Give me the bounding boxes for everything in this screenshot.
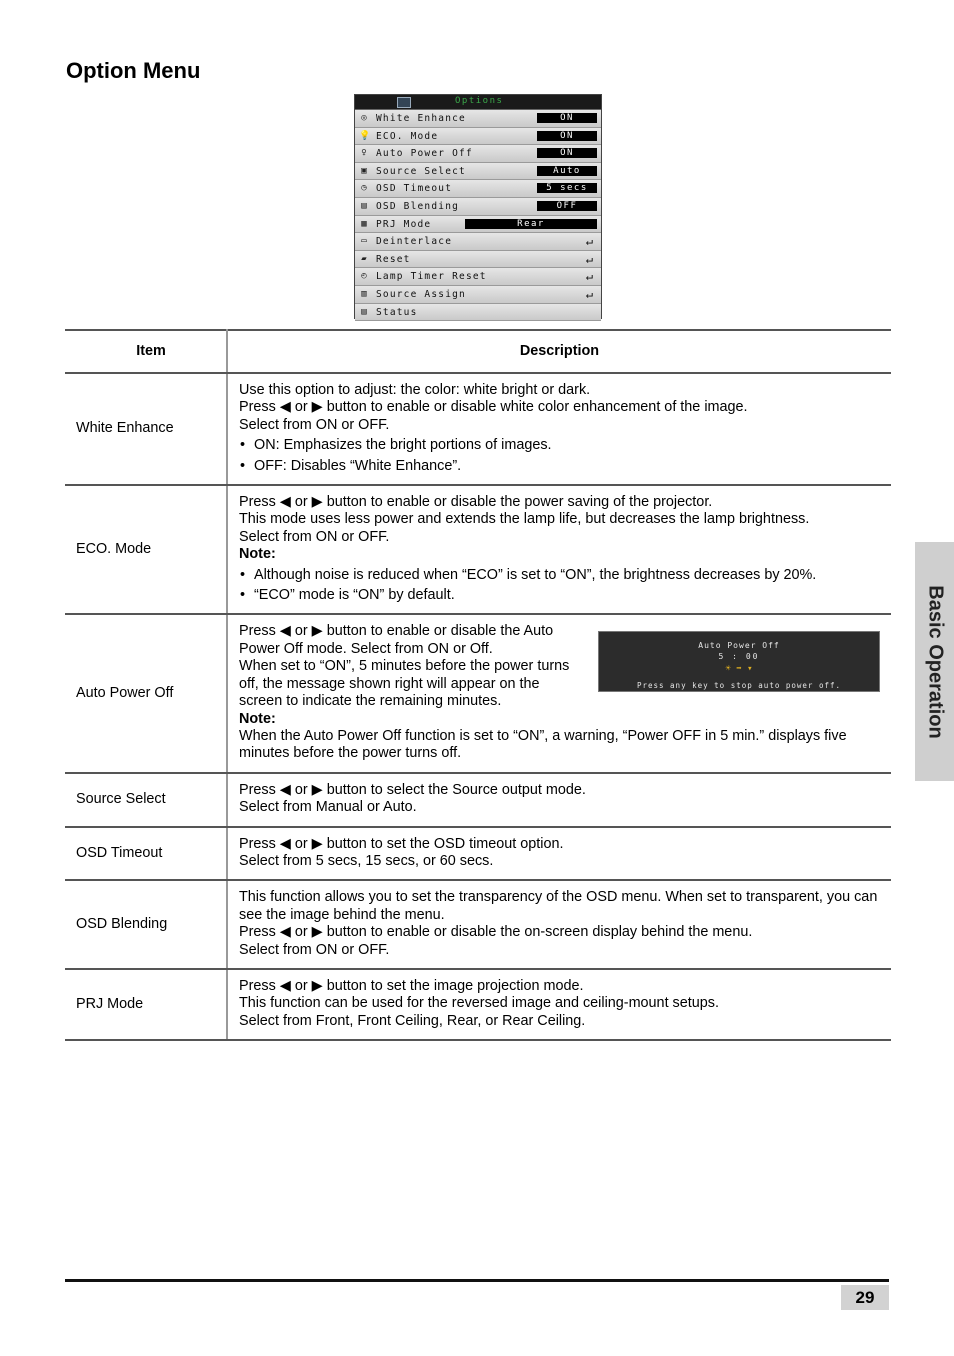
lamp-off-icon: ☀ ➡ ▾ (725, 664, 753, 675)
desc-line: Select from ON or OFF. (239, 528, 390, 545)
table-row-osd-blending (65, 880, 891, 969)
osd-menu-item[interactable] (355, 128, 601, 146)
auto-power-off-screen (598, 631, 880, 692)
item-cell: ECO. Mode (65, 485, 227, 614)
blend-icon: ▤ (361, 200, 367, 211)
item-cell: Auto Power Off (65, 614, 227, 772)
osd-item-value: ON (537, 113, 597, 123)
deinterlace-icon: ▭ (361, 236, 367, 247)
desc-line: Select from ON or OFF. (239, 416, 390, 433)
enter-icon: ↵ (585, 269, 593, 284)
desc-line: When set to “ON”, 5 minutes before the power turns (239, 658, 570, 675)
osd-menu-item[interactable] (355, 198, 601, 216)
options-osd-menu (354, 94, 602, 319)
enter-icon: ↵ (585, 234, 593, 249)
desc-line: off, the message shown right will appear on the (239, 675, 540, 692)
footer-rule (65, 1279, 889, 1282)
enter-icon: ↵ (585, 286, 593, 301)
osd-item-value: Auto (537, 166, 597, 176)
osd-header (355, 95, 601, 110)
item-cell: OSD Timeout (65, 827, 227, 881)
osd-item-value: OFF (537, 201, 597, 211)
table-header-row (65, 330, 891, 373)
osd-title: Options (455, 96, 504, 106)
source-assign-icon: ▥ (361, 288, 367, 299)
desc-line: Select from 5 secs, 15 secs, or 60 secs. (239, 852, 494, 869)
note-text: When the Auto Power Off function is set to “ON”, a warning, “Power OFF in 5 min.” displays five minutes before the power turns off. (239, 727, 847, 762)
table-row-source-select (65, 773, 891, 827)
desc-line: Select from Manual or Auto. (239, 799, 417, 816)
osd-item-label: Auto Power Off (376, 148, 473, 160)
bullet-item: • OFF: Disables “White Enhance”. (239, 458, 881, 475)
status-icon: ▤ (361, 306, 367, 317)
timer-icon: ◷ (361, 183, 367, 194)
osd-item-label: PRJ Mode (376, 218, 432, 230)
bullet-item: • Although noise is reduced when “ECO” is set to “ON”, the brightness decreases by 20%. (239, 567, 881, 584)
osd-menu-item[interactable] (355, 251, 601, 269)
osd-item-value: ON (537, 131, 597, 141)
osd-menu-item[interactable] (355, 163, 601, 181)
osd-menu-item[interactable] (355, 268, 601, 286)
table-row-eco-mode (65, 485, 891, 614)
description-cell (227, 373, 891, 485)
desc-line: Press ◀ or ▶ button to set the image projection mode. (239, 977, 584, 994)
reset-icon: ▰ (361, 253, 367, 264)
section-side-tab (915, 542, 954, 781)
item-cell: OSD Blending (65, 880, 227, 969)
bullet-item: • “ECO” mode is “ON” by default. (239, 587, 881, 604)
screen-title: Auto Power Off (698, 641, 780, 651)
osd-menu-item[interactable] (355, 304, 601, 322)
osd-item-label: Deinterlace (376, 236, 453, 248)
table-row-osd-timeout (65, 827, 891, 881)
description-cell (227, 880, 891, 969)
note-label: Note: (239, 546, 276, 563)
osd-menu-item[interactable] (355, 145, 601, 163)
desc-line: Press ◀ or ▶ button to select the Source output mode. (239, 781, 586, 798)
projector-icon: ▦ (361, 218, 367, 229)
page-title: Option Menu (66, 58, 201, 83)
table-row-white-enhance (65, 373, 891, 485)
osd-item-label: Status (376, 306, 418, 318)
desc-line: Press ◀ or ▶ button to enable or disable the power saving of the projector. (239, 494, 713, 511)
item-cell: White Enhance (65, 373, 227, 485)
desc-line: Use this option to adjust: the color: white bright or dark. (239, 382, 591, 398)
countdown: 5 : 00 (718, 652, 760, 662)
bullet-item: • ON: Emphasizes the bright portions of images. (239, 437, 881, 454)
osd-item-label: Lamp Timer Reset (376, 271, 487, 283)
header-description: Description (227, 330, 891, 373)
section-tab-label: Basic Operation (924, 584, 946, 739)
desc-line: Press ◀ or ▶ button to enable or disable the on-screen display behind the menu. (239, 924, 753, 941)
description-cell (227, 969, 891, 1040)
enter-icon: ↵ (585, 251, 593, 266)
desc-line: Press ◀ or ▶ button to set the OSD timeout option. (239, 835, 564, 852)
white-enhance-icon: ◎ (361, 113, 367, 123)
description-cell (227, 614, 891, 772)
osd-item-label: Source Assign (376, 288, 466, 300)
eco-bulb-icon: 💡 (359, 130, 371, 141)
desc-line: screen to indicate the remaining minutes. (239, 693, 502, 710)
osd-item-label: OSD Timeout (376, 183, 453, 195)
osd-item-label: OSD Blending (376, 200, 460, 212)
table-row-prj-mode (65, 969, 891, 1040)
osd-item-label: ECO. Mode (376, 130, 439, 142)
bulb-icon: ♀ (361, 148, 367, 159)
osd-item-value: 5 secs (537, 183, 597, 193)
osd-menu-item[interactable] (355, 286, 601, 304)
osd-menu-item[interactable] (355, 110, 601, 128)
osd-item-label: Source Select (376, 165, 466, 177)
osd-menu-item[interactable] (355, 233, 601, 251)
item-cell: PRJ Mode (65, 969, 227, 1040)
desc-text: This function allows you to set the transparency of the OSD menu. When set to transparent, you can see the image behind the menu. (239, 889, 878, 923)
desc-line: Select from Front, Front Ceiling, Rear, or Rear Ceiling. (239, 1012, 586, 1029)
option-description-table (65, 329, 891, 1041)
description-cell (227, 773, 891, 827)
osd-item-label: Reset (376, 253, 411, 265)
osd-menu-item[interactable] (355, 180, 601, 198)
description-cell (227, 485, 891, 614)
table-row-auto-power-off (65, 614, 891, 772)
desc-line: Press ◀ or ▶ button to enable or disable white color enhancement of the image. (239, 399, 748, 416)
osd-item-label: White Enhance (376, 113, 466, 124)
desc-line: This mode uses less power and extends the lamp life, but decreases the lamp brightness. (239, 511, 810, 528)
note-label: Note: (239, 710, 276, 727)
osd-menu-item[interactable] (355, 216, 601, 234)
desc-line: Power Off mode. Select from ON or Off. (239, 640, 493, 657)
source-icon: ▣ (361, 165, 367, 176)
lamp-timer-icon: ◴ (361, 271, 367, 282)
desc-line: Select from ON or OFF. (239, 941, 390, 958)
description-cell (227, 827, 891, 881)
item-cell: Source Select (65, 773, 227, 827)
page-number: 29 (841, 1285, 889, 1310)
osd-item-value: ON (537, 148, 597, 158)
osd-item-value: Rear (465, 219, 597, 229)
screen-message: Press any key to stop auto power off. (636, 681, 842, 691)
desc-line: This function can be used for the reversed image and ceiling-mount setups. (239, 995, 719, 1012)
desc-line: Press ◀ or ▶ button to enable or disable the Auto (239, 623, 554, 640)
options-icon (397, 97, 411, 108)
header-item: Item (65, 330, 227, 373)
desc-text (239, 623, 599, 710)
